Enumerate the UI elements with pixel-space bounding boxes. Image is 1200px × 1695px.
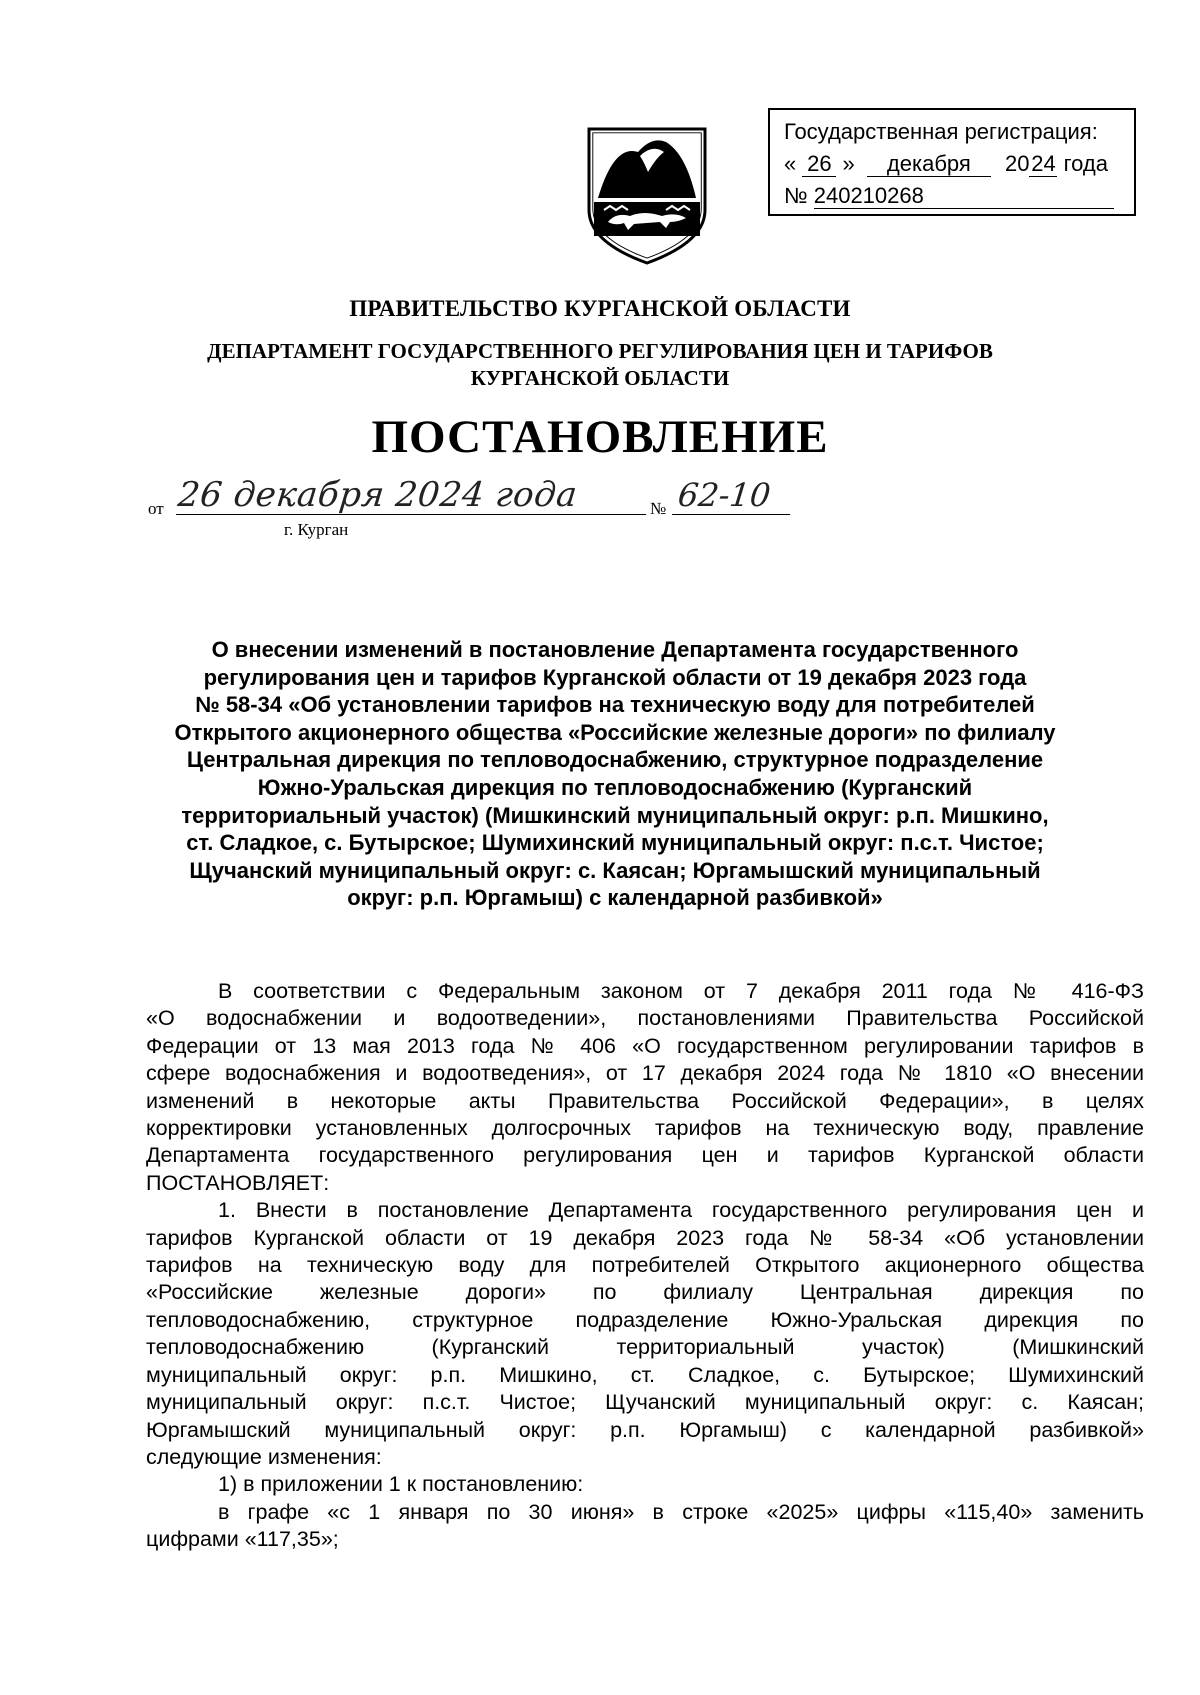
heading-line: территориальный участок) (Мишкинский муниципальный округ: р.п. Мишкино,	[181, 802, 1049, 828]
body-line: сфере водоснабжения и водоотведения», от 17 декабря 2024 года № 1810 «О внесении	[146, 1061, 1144, 1086]
document-type-title: ПОСТАНОВЛЕНИЕ	[371, 411, 829, 463]
body-line: 1) в приложении 1 к постановлению:	[218, 1472, 584, 1497]
body-line: «О водоснабжении и водоотведении», постановлениями Правительства Российской	[146, 1006, 1144, 1031]
body-line: «Российские железные дороги» по филиалу Центральная дирекция по	[146, 1280, 1144, 1305]
resolution-heading	[140, 636, 1090, 912]
city-label: г. Курган	[284, 520, 349, 539]
government-name: ПРАВИТЕЛЬСТВО КУРГАНСКОЙ ОБЛАСТИ	[349, 296, 851, 321]
from-label: от	[148, 499, 164, 518]
body-line: тарифов Курганской области от 19 декабря 2023 года № 58-34 «Об установлении	[146, 1225, 1144, 1250]
registration-number-row: № 240210268	[784, 180, 1126, 212]
body-line: ПОСТАНОВЛЯЕТ:	[146, 1170, 330, 1195]
body-line: следующие изменения:	[146, 1444, 382, 1469]
kurgan-coat-of-arms-emblem	[586, 126, 708, 266]
registration-year: 24	[1031, 151, 1056, 176]
handwritten-number: 62-10	[672, 478, 794, 515]
body-line: муниципальный округ: п.с.т. Чистое; Щучанский муниципальный округ: с. Каясан;	[146, 1390, 1144, 1415]
resolution-body	[146, 978, 1144, 1554]
heading-line: Центральная дирекция по тепловодоснабжению, структурное подразделение	[186, 747, 1044, 773]
body-line: 1. Внести в постановление Департамента государственного регулирования цен и	[218, 1198, 1144, 1223]
registration-stamp	[768, 108, 1136, 216]
date-number-line	[148, 475, 773, 548]
body-line: В соответствии с Федеральным законом от 7 декабря 2011 года № 416-ФЗ	[218, 979, 1144, 1003]
body-line: Федерации от 13 мая 2013 года № 406 «О государственном регулировании тарифов в	[146, 1033, 1144, 1058]
body-line: Департамента государственного регулирования цен и тарифов Курганской области	[146, 1143, 1144, 1168]
registration-number: 240210268	[814, 184, 1114, 209]
body-line: тарифов на техническую воду для потребителей Открытого акционерного общества	[146, 1253, 1144, 1278]
body-line: корректировки установленных долгосрочных тарифов на техническую воду, правление	[146, 1116, 1144, 1141]
number-label: №	[650, 499, 667, 518]
heading-line: Щучанский муниципальный округ: с. Каясан; Юргамышский муниципальный	[189, 857, 1041, 883]
heading-line: О внесении изменений в постановление Департамента государственного	[211, 637, 1019, 662]
body-line: Юргамышский муниципальный округ: р.п. Юргамыш) с календарной разбивкой»	[146, 1417, 1144, 1442]
registration-date: « 26 » декабря 2024 года	[784, 151, 1108, 176]
handwritten-date: 26 декабря 2024 года	[176, 478, 650, 515]
heading-line: Открытого акционерного общества «Российские железные дороги» по филиалу	[174, 719, 1056, 745]
heading-line: ст. Сладкое, с. Бутырское; Шумихинский муниципальный округ: п.с.т. Чистое;	[186, 830, 1044, 856]
body-line: тепловодоснабжению (Курганский территориальный участок) (Мишкинский	[146, 1335, 1144, 1360]
registration-month: декабря	[867, 152, 991, 177]
body-line: муниципальный округ: р.п. Мишкино, ст. Сладкое, с. Бутырское; Шумихинский	[146, 1362, 1144, 1387]
heading-line: округ: р.п. Юргамыш) с календарной разбивкой»	[347, 885, 883, 911]
body-line: изменений в некоторые акты Правительства Российской Федерации», в целях	[146, 1088, 1144, 1113]
heading-line: регулирования цен и тарифов Курганской области от 19 декабря 2023 года	[203, 664, 1027, 690]
department-name: ДЕПАРТАМЕНТ ГОСУДАРСТВЕННОГО РЕГУЛИРОВАНИЯ ЦЕН И ТАРИФОВ КУРГАНСКОЙ ОБЛАСТИ	[207, 339, 993, 390]
heading-line: № 58-34 «Об установлении тарифов на техническую воду для потребителей	[195, 692, 1035, 718]
body-line: тепловодоснабжению, структурное подразделение Южно-Уральская дирекция по	[146, 1307, 1144, 1332]
heading-line: Южно-Уральская дирекция по тепловодоснабжению (Курганский	[257, 774, 973, 800]
registration-day: 26	[802, 152, 836, 177]
body-line: цифрами «117,35»;	[146, 1527, 339, 1552]
body-line: в графе «с 1 января по 30 июня» в строке «2025» цифры «115,40» заменить	[218, 1499, 1144, 1524]
registration-label: Государственная регистрация:	[784, 119, 1098, 144]
